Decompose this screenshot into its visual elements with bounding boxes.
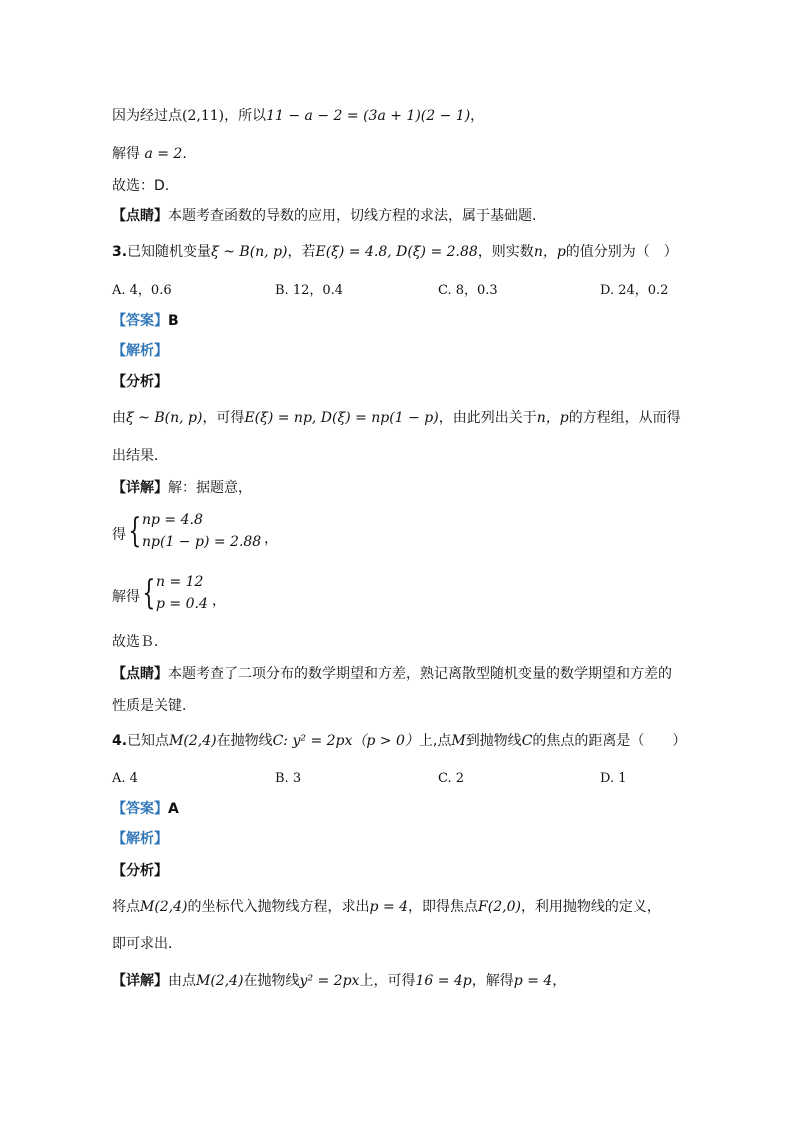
- question-number: 3.: [112, 244, 128, 260]
- text: ，: [264, 531, 278, 547]
- fenxi-tag: [112, 861, 168, 881]
- remark-tag: 【点睛】: [112, 666, 168, 682]
- fenxi-tag: [112, 372, 168, 392]
- remark-text: 本题考查了二项分布的数学期望和方差，熟记离散型随机变量的数学期望和方差的: [168, 666, 672, 682]
- answer-tag: 【答案】: [112, 801, 168, 817]
- left-brace: {: [128, 511, 142, 551]
- question-4-analysis-1: [112, 897, 661, 917]
- equation-row: p = 0.4: [156, 596, 208, 612]
- left-brace: {: [142, 573, 156, 613]
- question-3-remark-2: 性质是关键．: [112, 698, 196, 714]
- option-c: C. 2: [438, 771, 465, 786]
- text: 上,点: [418, 733, 452, 749]
- option-d: D. 1: [600, 771, 627, 786]
- text: 的坐标代入抛物线方程，求出: [187, 899, 370, 915]
- option-c: C. 8，0.3: [438, 283, 498, 298]
- math-equation: p = 4: [369, 899, 409, 915]
- question-3-stem: [112, 242, 678, 262]
- math-condition: E(ξ) = 4.8, D(ξ) = 2.88: [315, 244, 478, 260]
- text: 在抛物线: [243, 973, 300, 989]
- equation-row: n = 12: [156, 574, 204, 590]
- text: 已知点: [127, 733, 170, 749]
- jiexi-tag: 【解析】: [112, 831, 168, 847]
- text: 解得: [112, 146, 140, 162]
- math-distribution: ξ ~ B(n, p): [126, 410, 203, 426]
- text: ，: [552, 973, 567, 989]
- question-4-answer: [112, 799, 179, 819]
- text: .: [182, 146, 187, 162]
- text: 解得: [112, 589, 140, 605]
- text: ，即得焦点: [408, 899, 479, 915]
- remark-text: 本题考查函数的导数的应用，切线方程的求法，属于基础题.: [168, 208, 537, 224]
- question-3-choose: 故选Ｂ．: [112, 634, 168, 650]
- equation-row: np(1 − p) = 2.88: [142, 534, 262, 550]
- text: ，由此列出关于: [438, 410, 537, 426]
- math-var: M: [451, 733, 466, 749]
- math-point: M(2,4): [140, 899, 188, 915]
- math-distribution: ξ ~ B(n, p): [211, 244, 288, 260]
- question-3-detail: [112, 478, 252, 498]
- math-equation: E(ξ) = np, D(ξ) = np(1 − p): [244, 410, 439, 426]
- option-a: A. 4，0.6: [112, 283, 172, 298]
- option-b: B. 3: [275, 771, 302, 786]
- question-4-detail: [112, 971, 566, 991]
- text: 由: [112, 410, 126, 426]
- question-3-analysis-2: 出结果．: [112, 448, 168, 464]
- text: 将点: [112, 899, 140, 915]
- text: 到抛物线: [465, 733, 522, 749]
- text: ，: [470, 108, 485, 124]
- text: 的值分别为（ ）: [565, 244, 678, 260]
- text: ，利用抛物线的定义，: [520, 899, 661, 915]
- text: 在抛物线: [216, 733, 273, 749]
- solution-line-1: [112, 106, 484, 126]
- option-d: D. 24，0.2: [600, 283, 669, 298]
- option-a: A. 4: [112, 771, 138, 786]
- text: ，可得: [202, 410, 245, 426]
- solution-line-3: 故选：D.: [112, 178, 170, 194]
- remark-tag: 【点睛】: [112, 208, 168, 224]
- equation-row: np = 4.8: [142, 512, 203, 528]
- text: 因为经过点: [112, 108, 182, 124]
- math-condition: （p > 0）: [352, 733, 419, 749]
- text: ，若: [287, 244, 316, 260]
- detail-tag: 【详解】: [112, 480, 168, 496]
- math-point: (2,11): [182, 108, 225, 124]
- math-var: C: [521, 733, 533, 749]
- text: 得: [112, 527, 126, 543]
- answer-value: B: [168, 313, 179, 329]
- question-4-stem: [112, 731, 686, 751]
- math-point: F(2,0): [478, 899, 521, 915]
- equation-system-1: [112, 508, 412, 558]
- text: 的方程组，从而得: [568, 410, 681, 426]
- solution-line-2: [112, 144, 187, 164]
- text: ，: [212, 593, 226, 609]
- answer-value: A: [168, 801, 179, 817]
- math-curve: y² = 2px: [299, 973, 360, 989]
- question-3-remark-1: [112, 664, 672, 684]
- math-equation: a = 2: [144, 146, 183, 162]
- analysis-tag: [112, 829, 168, 849]
- math-vars: n，p: [533, 244, 566, 260]
- question-3-answer: [112, 311, 179, 331]
- text: 上，可得: [359, 973, 416, 989]
- detail-tag: 【详解】: [112, 973, 168, 989]
- question-3-analysis-1: [112, 408, 681, 428]
- text: ，则实数: [477, 244, 534, 260]
- equation-system-2: [112, 570, 412, 620]
- question-4-analysis-2: 即可求出．: [112, 936, 182, 952]
- text: 由点: [168, 973, 196, 989]
- text: 解：据题意，: [168, 480, 252, 496]
- fenxi-label: 【分析】: [112, 863, 168, 879]
- text: ，所以: [224, 108, 267, 124]
- analysis-tag: [112, 341, 168, 361]
- option-b: B. 12，0.4: [275, 283, 344, 298]
- math-curve: C: y² = 2px: [272, 733, 353, 749]
- math-point: M(2,4): [196, 973, 244, 989]
- math-equation: p = 4: [513, 973, 553, 989]
- text: 已知随机变量: [127, 244, 212, 260]
- remark-line: [112, 206, 536, 226]
- math-equation: 16 = 4p: [415, 973, 472, 989]
- jiexi-tag: 【解析】: [112, 343, 168, 359]
- text: 的焦点的距离是（ ）: [532, 733, 687, 749]
- question-number: 4.: [112, 733, 128, 749]
- math-point: M(2,4): [169, 733, 217, 749]
- math-equation: 11 − a − 2 = (3a + 1)(2 − 1): [266, 108, 471, 124]
- fenxi-label: 【分析】: [112, 374, 168, 390]
- answer-tag: 【答案】: [112, 313, 168, 329]
- text: ，解得: [471, 973, 514, 989]
- math-vars: n，p: [536, 410, 569, 426]
